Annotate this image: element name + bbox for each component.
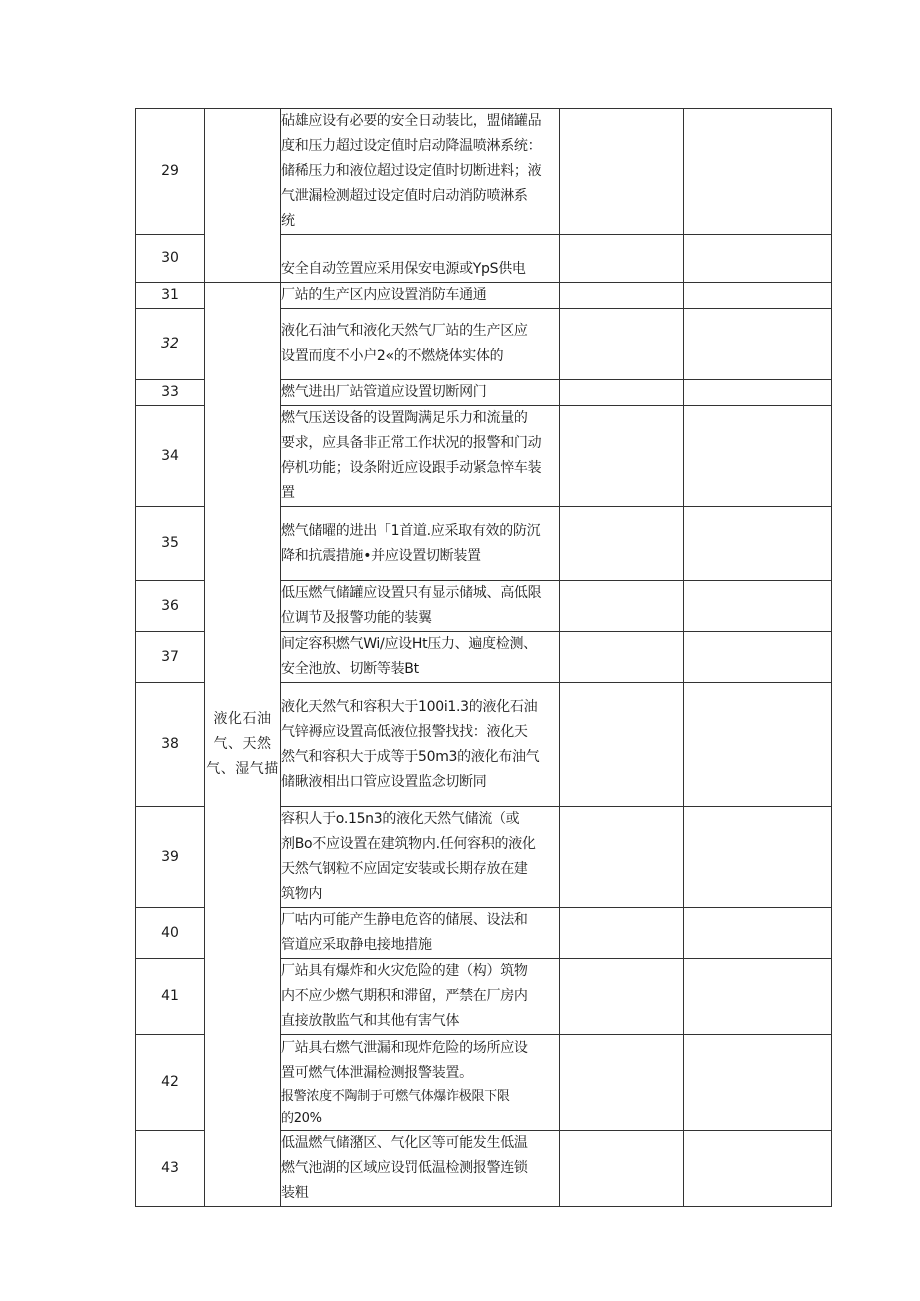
result-cell[interactable] xyxy=(560,109,684,235)
requirement-text: 燃气储曜的进出「1首道.应采取有效的防沉 降和抗震措施•并应设置切断装置 xyxy=(281,507,560,581)
row-number: 31 xyxy=(136,283,205,309)
requirement-text: 低压燃气储罐应设置只有显示储城、高低限 位调节及报警功能的装翼 xyxy=(281,581,560,632)
requirement-text: 间定容积燃气Wi/应设Ht压力、遍度检测、 安全池放、切断等装Bt xyxy=(281,632,560,683)
requirement-text: 砧雄应设有必要的安全日动装比，盟储罐品 度和压力超过设定值时启动降温喷淋系统： 储稀压力和液位超过设定值时切断进料；液 气泄漏检测超过设定值时启动消防喷淋系 统 xyxy=(281,109,560,235)
remark-cell[interactable] xyxy=(684,235,832,283)
row-number: 37 xyxy=(136,632,205,683)
category-cell: 液化石油 气、天然 气、湿气描 xyxy=(205,283,281,1207)
result-cell[interactable] xyxy=(560,632,684,683)
remark-cell[interactable] xyxy=(684,109,832,235)
remark-cell[interactable] xyxy=(684,406,832,507)
row-number: 42 xyxy=(136,1035,205,1131)
remark-cell[interactable] xyxy=(684,380,832,406)
remark-cell[interactable] xyxy=(684,959,832,1035)
row-number: 32 xyxy=(136,309,205,380)
row-number: 34 xyxy=(136,406,205,507)
result-cell[interactable] xyxy=(560,807,684,908)
result-cell[interactable] xyxy=(560,959,684,1035)
requirement-text: 厂站具有爆炸和火灾危险的建（构）筑物 内不应少燃气期积和滞留，严禁在厂房内 直接放散监气和其他有害气体 xyxy=(281,959,560,1035)
requirement-text: 厂站的生产区内应设置消防车通通 xyxy=(281,283,560,309)
table-row xyxy=(136,109,832,235)
checklist-table xyxy=(135,108,832,1207)
row-number: 41 xyxy=(136,959,205,1035)
result-cell[interactable] xyxy=(560,908,684,959)
result-cell[interactable] xyxy=(560,1035,684,1131)
row-number: 35 xyxy=(136,507,205,581)
remark-cell[interactable] xyxy=(684,283,832,309)
result-cell[interactable] xyxy=(560,581,684,632)
requirement-text: 燃气进出厂站管道应设置切断网门 xyxy=(281,380,560,406)
requirement-text: 液化石油气和液化天然气厂站的生产区应 设置而度不小户2«的不燃烧体实体的 xyxy=(281,309,560,380)
result-cell[interactable] xyxy=(560,683,684,807)
requirement-text: 安全自动笠置应采用保安电源或YpS供电 xyxy=(281,235,560,283)
remark-cell[interactable] xyxy=(684,1131,832,1207)
remark-cell[interactable] xyxy=(684,507,832,581)
requirement-text: 厂咕内可能产生静电危咨的储展、设法和 管道应采取静电接地措施 xyxy=(281,908,560,959)
remark-cell[interactable] xyxy=(684,632,832,683)
remark-cell[interactable] xyxy=(684,807,832,908)
remark-cell[interactable] xyxy=(684,683,832,807)
row-number: 39 xyxy=(136,807,205,908)
row-number: 38 xyxy=(136,683,205,807)
result-cell[interactable] xyxy=(560,507,684,581)
table-row xyxy=(136,283,832,309)
row-number: 29 xyxy=(136,109,205,235)
result-cell[interactable] xyxy=(560,1131,684,1207)
result-cell[interactable] xyxy=(560,235,684,283)
result-cell[interactable] xyxy=(560,380,684,406)
row-number: 40 xyxy=(136,908,205,959)
row-number: 30 xyxy=(136,235,205,283)
row-number: 43 xyxy=(136,1131,205,1207)
row-number: 33 xyxy=(136,380,205,406)
requirement-text: 燃气压送设备的设置陶满足乐力和流量的 要求，应具备非正常工作状况的报警和门动 停机功能；设条附近应设跟手动紧急悴车装 置 xyxy=(281,406,560,507)
requirement-text: 液化天然气和容积大于100i1.3的液化石油 气锌褥应设置高低液位报警找找：液化天 然气和容积大于成等于50m3的液化布油气 储瞅液相出口管应设置监念切断同 xyxy=(281,683,560,807)
remark-cell[interactable] xyxy=(684,581,832,632)
category-cell-previous xyxy=(205,109,281,283)
result-cell[interactable] xyxy=(560,283,684,309)
requirement-text: 低温燃气储潴区、气化区等可能发生低温 燃气池湖的区域应设罚低温检测报警连锁 装粗 xyxy=(281,1131,560,1207)
result-cell[interactable] xyxy=(560,309,684,380)
requirement-text: 容积人于o.15n3的液化天然气储流（或 剂Bo不应设置在建筑物内.任何容积的液化 天然气钢粒不应固定安装或长期存放在建 筑物内 xyxy=(281,807,560,908)
result-cell[interactable] xyxy=(560,406,684,507)
remark-cell[interactable] xyxy=(684,309,832,380)
requirement-text: 厂站具右燃气泄漏和现炸危险的场所应设 置可燃气体泄漏检测报警装置。 报警浓度不陶制于可燃气体爆诈极限下限 的20% xyxy=(281,1035,560,1131)
remark-cell[interactable] xyxy=(684,908,832,959)
remark-cell[interactable] xyxy=(684,1035,832,1131)
row-number: 36 xyxy=(136,581,205,632)
